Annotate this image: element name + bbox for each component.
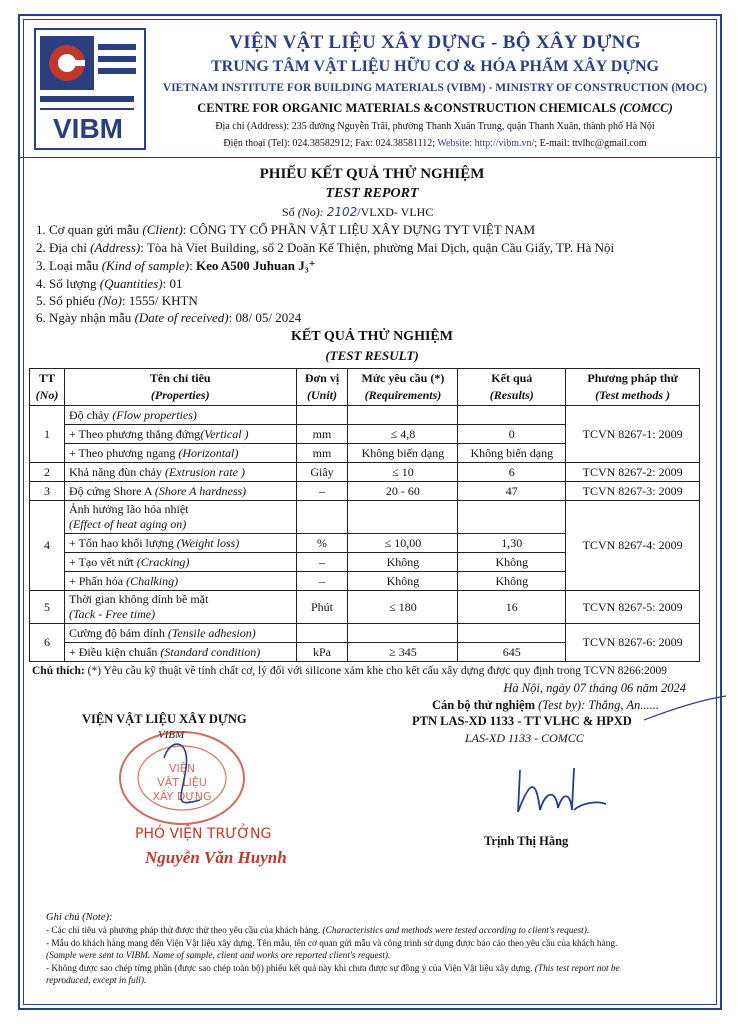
table-row [30, 406, 700, 425]
cell-method: TCVN 8267-2: 2009 [566, 463, 700, 482]
info-label-en: (Date of received) [134, 310, 229, 325]
header-website-link[interactable]: Website: http://vibm.vn/ [437, 138, 535, 149]
cell-req [348, 624, 458, 643]
cell-req: ≤ 180 [348, 591, 458, 624]
info-sep: : [162, 276, 170, 291]
header-contact [150, 138, 720, 149]
info-quantities [36, 276, 182, 292]
official-stamp [112, 728, 252, 828]
table-header-row [30, 369, 700, 406]
cell-unit: mm [296, 444, 348, 463]
lab-name: PTN LAS-XD 1133 - TT VLHC & HPXD [412, 714, 632, 728]
cell-no: 5 [30, 591, 65, 624]
footnote-3-cont: reproduced, except in full). [46, 976, 147, 986]
header-email[interactable]: ; E-mail: ttvlhc@gmail.com [534, 138, 647, 149]
tester-names: Thắng, An...... [588, 698, 659, 712]
header-address: Địa chỉ (Address): 235 đường Nguyễn Trãi, phường Thanh Xuân Trung, quận Thanh Xuân, thành phố Hà Nội [215, 121, 655, 132]
table-row [30, 482, 700, 501]
col-header-requirements: Mức yêu cầu (*) (Requirements) [348, 369, 458, 406]
cell-method: TCVN 8267-1: 2009 [566, 406, 700, 463]
table-row [30, 591, 700, 624]
cell-property: Độ cứng Shore A (Shore A hardness) [64, 482, 296, 501]
cell-method: TCVN 8267-5: 2009 [566, 591, 700, 624]
vibm-logo [34, 28, 146, 150]
header-centre-en-abbr: (COMCC) [619, 101, 673, 115]
info-value: Keo A500 Juhuan J₃⁺ [195, 258, 316, 273]
cell-method: TCVN 8267-3: 2009 [566, 482, 700, 501]
cell-unit: – [296, 482, 348, 501]
info-address [36, 240, 614, 256]
cell-no: 1 [30, 406, 65, 463]
info-label-en: (Client) [142, 222, 183, 237]
info-label-en: (Quantities) [99, 276, 163, 291]
cell-req: Không [348, 572, 458, 591]
cell-property: Thời gian không dính bề mặt (Tack - Free time) [64, 591, 296, 624]
cell-method: TCVN 8267-6: 2009 [566, 624, 700, 662]
cell-unit [296, 501, 348, 534]
footnote-2: - Mẫu do khách hàng mang đến Viện Vật liệu xây dựng. Tên mẫu, tên cơ quan gửi mẫu và công trình sử dụng được báo cáo theo yêu cầu của khách hàng. [46, 939, 618, 949]
report-number-label: Số [282, 205, 298, 219]
info-label: 3. Loại mẫu [36, 258, 102, 273]
col-header-properties: Tên chỉ tiêu (Properties) [64, 369, 296, 406]
footnote-2-en: (Sample were sent to VIBM. Name of sample, client and works are reported client's request). [46, 951, 391, 961]
header-centre-vn: TRUNG TÂM VẬT LIỆU HỮU CƠ & HÓA PHẨM XÂY DỰNG [210, 58, 659, 75]
cell-result: Không biến dạng [458, 444, 566, 463]
cell-property: Khả năng đùn chảy (Extrusion rate ) [64, 463, 296, 482]
issuing-organization: VIỆN VẬT LIỆU XÂY DỰNG [82, 712, 247, 726]
info-label-en: (Kind of sample) [101, 258, 190, 273]
results-table [29, 368, 700, 662]
info-label: 5. Số phiếu [36, 293, 99, 308]
cell-property: Độ chảy (Flow properties) [64, 406, 296, 425]
info-value: CÔNG TY CỔ PHẦN VẬT LIỆU XÂY DỰNG TYT VIỆT NAM [189, 222, 536, 237]
results-title-vn: KẾT QUẢ THỬ NGHIỆM [291, 329, 453, 344]
info-value: 08/ 05/ 2024 [235, 310, 302, 325]
cell-result [458, 501, 566, 534]
cell-result: 1,30 [458, 534, 566, 553]
cell-property: + Tổn hao khối lượng (Weight loss) [64, 534, 296, 553]
header-phone: Điện thoại (Tel): 024.38582912; Fax: 024.38581112; [223, 138, 438, 149]
cell-property: Cường độ bám dính (Tensile adhesion) [64, 624, 296, 643]
svg-text:XÂY DỰNG: XÂY DỰNG [152, 790, 212, 803]
info-date-received [36, 310, 301, 326]
cell-property: Ảnh hưởng lão hóa nhiệt (Effect of heat aging on) [64, 501, 296, 534]
info-sep: : [189, 258, 196, 273]
issuing-organization-abbr: VIBM [158, 729, 185, 741]
cell-property: + Tạo vết nứt (Cracking) [64, 553, 296, 572]
cell-unit: % [296, 534, 348, 553]
header-institute-vn: VIỆN VẬT LIỆU XÂY DỰNG - BỘ XÂY DỰNG [229, 32, 641, 53]
cell-req [348, 501, 458, 534]
col-header-unit: Đơn vị (Unit) [296, 369, 348, 406]
header-centre-en [150, 101, 720, 116]
info-value: 1555/ KHTN [128, 293, 198, 308]
report-title-en: TEST REPORT [325, 186, 419, 201]
header-separator [20, 157, 720, 158]
cell-unit: Phút [296, 591, 348, 624]
cell-unit: mm [296, 425, 348, 444]
info-sample-kind [36, 258, 315, 274]
svg-text:VIỆN: VIỆN [169, 762, 195, 775]
table-row [30, 624, 700, 643]
header-centre-en-main: CENTRE FOR ORGANIC MATERIALS &CONSTRUCTION CHEMICALS [197, 101, 620, 115]
table-row [30, 501, 700, 534]
logo-text: VIBM [53, 113, 123, 144]
info-sep: : [182, 222, 190, 237]
cell-req: ≥ 345 [348, 643, 458, 662]
cell-req: ≤ 10,00 [348, 534, 458, 553]
note-text: (*) Yêu cầu kỹ thuật về tính chất cơ, lý đối với silicone xảm khe cho kết cấu xây dựng được quy định trong TCVN 8266:2009 [84, 665, 668, 677]
results-title-en: (TEST RESULT) [325, 348, 419, 363]
cell-unit: – [296, 572, 348, 591]
info-label: 6. Ngày nhận mẫu [36, 310, 135, 325]
lab-code: LAS-XD 1133 - COMCC [465, 731, 584, 745]
info-client [36, 222, 535, 238]
info-sep: : [121, 293, 129, 308]
cell-method: TCVN 8267-4: 2009 [566, 501, 700, 591]
cell-no: 2 [30, 463, 65, 482]
cell-property: + Theo phương ngang (Horizontal) [64, 444, 296, 463]
cell-req: 20 - 60 [348, 482, 458, 501]
note-label: Chú thích: [32, 665, 85, 677]
cell-req: Không biến dạng [348, 444, 458, 463]
table-row [30, 463, 700, 482]
cell-result: 47 [458, 482, 566, 501]
cell-unit [296, 624, 348, 643]
info-value: 01 [169, 276, 183, 291]
info-sep: : [140, 240, 147, 255]
cell-result: 16 [458, 591, 566, 624]
header-institute-en: VIETNAM INSTITUTE FOR BUILDING MATERIALS (VIBM) - MINISTRY OF CONSTRUCTION (MOC) [162, 82, 708, 94]
info-label: 1. Cơ quan gửi mẫu [36, 222, 143, 237]
info-label: 2. Địa chỉ [36, 240, 91, 255]
cell-unit: Giây [296, 463, 348, 482]
cell-no: 4 [30, 501, 65, 591]
cell-result: Không [458, 572, 566, 591]
cell-property: + Theo phương thẳng đứng(Vertical ) [64, 425, 296, 444]
footnotes-title: Ghi chú (Note): [46, 912, 113, 923]
report-title-vn: PHIẾU KẾT QUẢ THỬ NGHIỆM [259, 166, 485, 182]
report-number-value: 2102 [326, 205, 358, 219]
info-label-en: (No) [98, 293, 122, 308]
tester-signature [500, 760, 610, 820]
info-label-en: (Address) [90, 240, 141, 255]
cell-unit: – [296, 553, 348, 572]
col-header-test-methods: Phương pháp thử (Test methods ) [566, 369, 700, 406]
cell-req: ≤ 10 [348, 463, 458, 482]
svg-text:VẬT LIỆU: VẬT LIỆU [157, 776, 207, 789]
requirements-note [32, 665, 667, 677]
info-sep: : [228, 310, 236, 325]
deputy-director-name: Nguyễn Văn Huynh [145, 848, 287, 867]
report-number-suffix: /VLXD- VLHC [357, 205, 434, 219]
cell-req [348, 406, 458, 425]
cell-property: + Phấn hóa (Chalking) [64, 572, 296, 591]
report-number [282, 205, 433, 220]
info-value: Tòa hà Viet Building, số 2 Doãn Kế Thiện, phường Mai Dịch, quận Cầu Giấy, TP. Hà Nội [146, 240, 615, 255]
cell-property: + Điều kiện chuẩn (Standard condition) [64, 643, 296, 662]
cell-unit [296, 406, 348, 425]
cell-no: 6 [30, 624, 65, 662]
col-header-no: TT (No) [30, 369, 65, 406]
signer-name: Trịnh Thị Hằng [484, 834, 569, 848]
cell-result: 645 [458, 643, 566, 662]
footnote-1: - Các chỉ tiêu và phương pháp thử được thử theo yêu cầu của khách hàng. (Characteristics and methods were tested according to client's request). [46, 926, 590, 936]
cell-result: 6 [458, 463, 566, 482]
tester-label: Cán bộ thử nghiệm (Test by): Thắng, An...... [432, 698, 659, 712]
col-header-results: Kết quả (Results) [458, 369, 566, 406]
deputy-director-title: PHÓ VIỆN TRƯỞNG [135, 826, 272, 842]
place-date: Hà Nội, ngày 07 tháng 06 năm 2024 [503, 681, 686, 695]
cell-req: Không [348, 553, 458, 572]
tester-initials-scribble [640, 690, 730, 730]
info-label: 4. Số lượng [36, 276, 100, 291]
cell-unit: kPa [296, 643, 348, 662]
cell-no: 3 [30, 482, 65, 501]
cell-req: ≤ 4,8 [348, 425, 458, 444]
vibm-logo-graphic [36, 30, 144, 148]
cell-result: 0 [458, 425, 566, 444]
cell-result: Không [458, 553, 566, 572]
cell-result [458, 624, 566, 643]
footnote-3: - Không được sao chép từng phần (được sao chép toàn bộ) phiếu kết quả này khi chưa được sự đồng ý của Viện Vật liệu xây dựng. (This test report not be [46, 964, 620, 974]
info-form-no [36, 293, 198, 309]
report-number-label-en: (No): [297, 205, 324, 219]
cell-result [458, 406, 566, 425]
